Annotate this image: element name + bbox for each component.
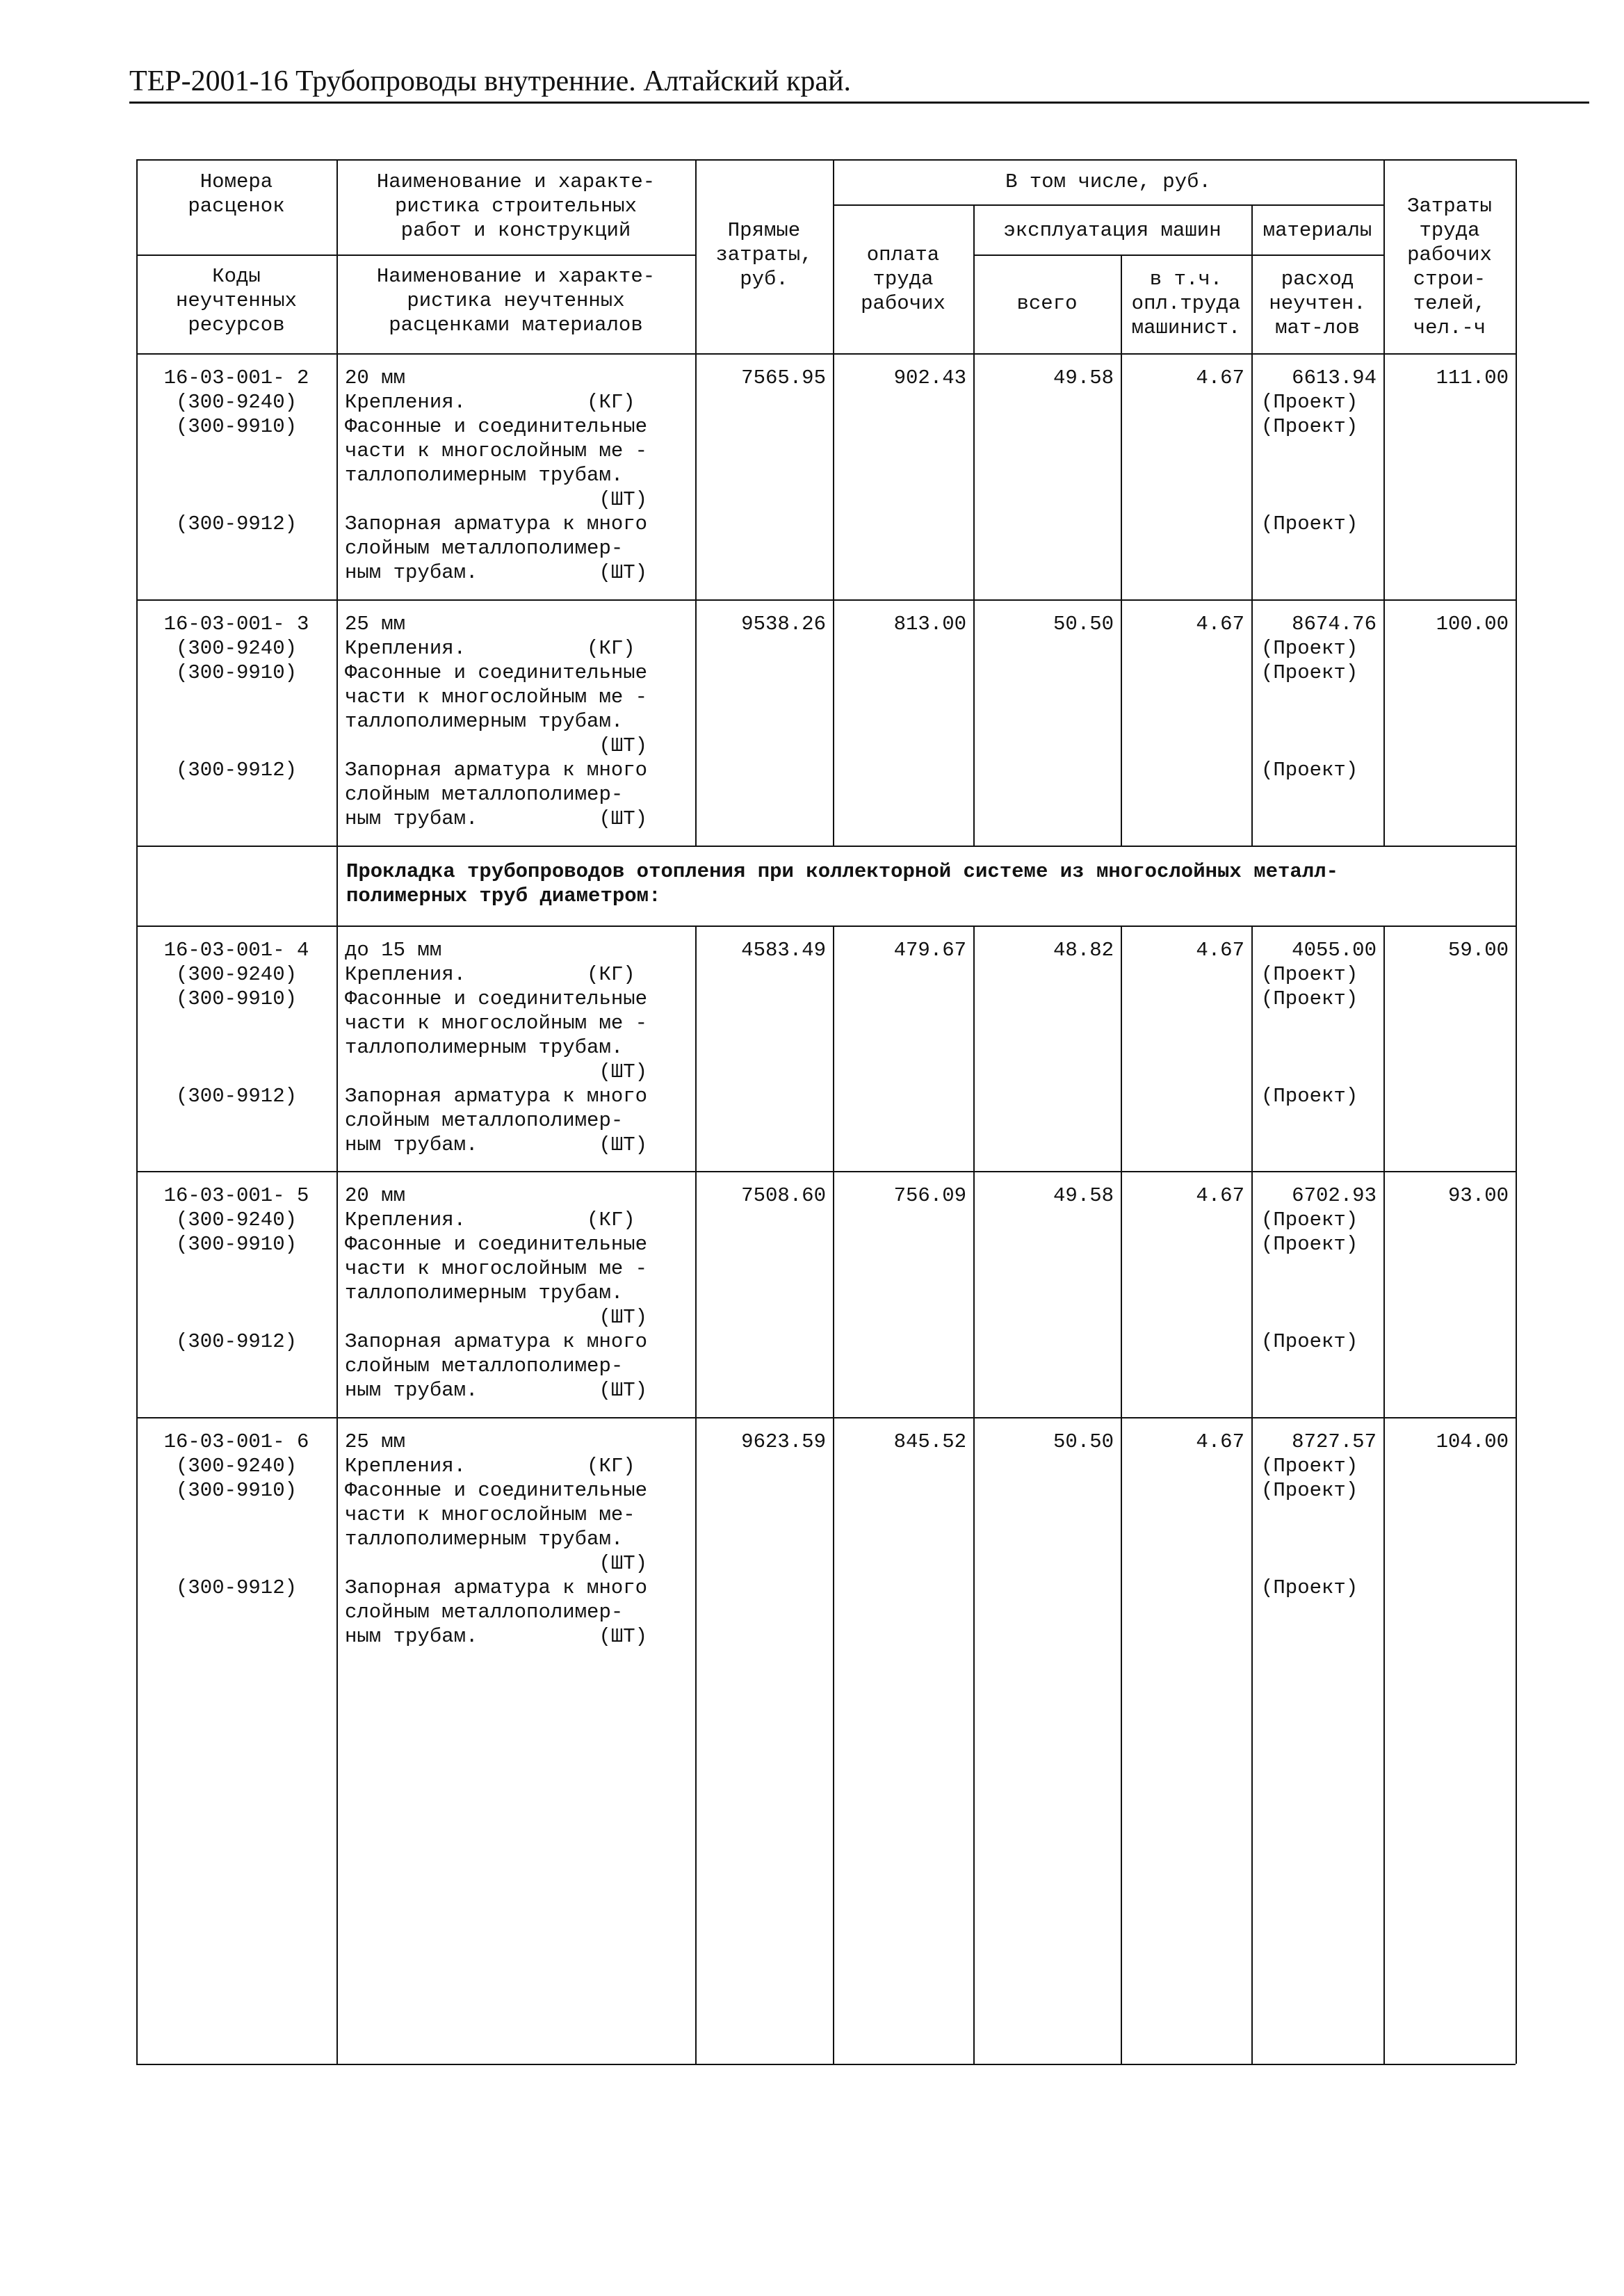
material-description: слойным металлополимер- xyxy=(345,1601,624,1624)
materials-value: 6702.93 xyxy=(1292,1184,1377,1207)
material-description: слойным металлополимер- xyxy=(345,1355,624,1377)
material-description: Фасонные и соединительные xyxy=(345,1233,648,1256)
material-description: таллополимерным трубам. xyxy=(345,1528,624,1551)
material-description: (ШТ) xyxy=(345,1306,648,1329)
grid-line xyxy=(973,353,975,846)
resource-code: (300-9240) xyxy=(175,1455,298,1478)
grid-line xyxy=(833,925,834,2064)
header-work-name: работ и конструкций xyxy=(400,219,631,242)
direct-costs-value: 4583.49 xyxy=(741,939,826,962)
materials-project: (Проект) xyxy=(1261,1233,1358,1256)
materials-project: (Проект) xyxy=(1261,1455,1358,1478)
rate-code: 16-03-001- 6 xyxy=(163,1430,309,1453)
material-description: части к многослойным ме - xyxy=(345,439,648,462)
materials-project: (Проект) xyxy=(1261,759,1358,782)
header-resource-codes: неучтенных xyxy=(175,289,298,312)
labor-hours-value: 104.00 xyxy=(1436,1430,1509,1453)
direct-costs-value: 7565.95 xyxy=(741,366,826,389)
resource-code: (300-9910) xyxy=(175,1479,298,1502)
material-description: слойным металлополимер- xyxy=(345,783,624,806)
materials-project: (Проект) xyxy=(1261,963,1358,986)
materials-value: 6613.94 xyxy=(1292,366,1377,389)
header-resource-codes: Коды xyxy=(212,265,261,288)
header-work-name: Наименование и характе- xyxy=(376,170,656,193)
grid-line xyxy=(1383,353,1385,846)
grid-line xyxy=(136,159,138,2064)
material-description: части к многослойным ме - xyxy=(345,1257,648,1280)
material-description: ным трубам. (ШТ) xyxy=(345,1625,648,1648)
machine-total-value: 49.58 xyxy=(1053,366,1114,389)
materials-project: (Проект) xyxy=(1261,512,1358,535)
header-direct-costs: Прямые xyxy=(727,219,801,242)
resource-code: (300-9912) xyxy=(175,1576,298,1599)
rate-code: 16-03-001- 2 xyxy=(163,366,309,389)
resource-code: (300-9240) xyxy=(175,963,298,986)
material-description: Крепления. (КГ) xyxy=(345,391,635,414)
material-description: Запорная арматура к много xyxy=(345,1576,648,1599)
grid-line xyxy=(973,254,1383,256)
grid-line xyxy=(336,925,338,2064)
grid-line xyxy=(695,353,697,846)
materials-project: (Проект) xyxy=(1261,391,1358,414)
rate-code: 16-03-001- 5 xyxy=(163,1184,309,1207)
work-description: 20 мм xyxy=(345,1184,406,1207)
materials-project: (Проект) xyxy=(1261,1330,1358,1353)
material-description: Фасонные и соединительные xyxy=(345,415,648,438)
resource-code: (300-9240) xyxy=(175,391,298,414)
grid-line xyxy=(136,159,1516,161)
grid-line xyxy=(1251,353,1253,846)
machine-total-value: 50.50 xyxy=(1053,1430,1114,1453)
material-description: (ШТ) xyxy=(345,734,648,757)
header-unaccounted-materials: неучтен. xyxy=(1269,292,1366,315)
material-description: Фасонные и соединительные xyxy=(345,1479,648,1502)
header-labor-costs: телей, xyxy=(1413,292,1486,315)
material-description: Запорная арматура к много xyxy=(345,512,648,535)
materials-project: (Проект) xyxy=(1261,987,1358,1010)
resource-code: (300-9912) xyxy=(175,1085,298,1108)
header-including: В том числе, руб. xyxy=(1005,170,1211,193)
grid-line xyxy=(1251,925,1253,2064)
material-description: части к многослойным ме - xyxy=(345,1012,648,1035)
rate-code: 16-03-001- 3 xyxy=(163,613,309,636)
material-description: Крепления. (КГ) xyxy=(345,637,635,660)
materials-project: (Проект) xyxy=(1261,415,1358,438)
header-direct-costs: затраты, xyxy=(715,243,813,266)
labor-pay-value: 845.52 xyxy=(893,1430,966,1453)
resource-code: (300-9240) xyxy=(175,637,298,660)
header-labor-costs: строи- xyxy=(1413,268,1486,291)
direct-costs-value: 7508.60 xyxy=(741,1184,826,1207)
labor-pay-value: 479.67 xyxy=(893,939,966,962)
grid-line xyxy=(833,204,1383,206)
grid-line xyxy=(1121,925,1122,2064)
header-machine-ops: эксплуатация машин xyxy=(1003,219,1221,242)
materials-project: (Проект) xyxy=(1261,661,1358,684)
materials-project: (Проект) xyxy=(1261,637,1358,660)
materials-project: (Проект) xyxy=(1261,1479,1358,1502)
labor-hours-value: 59.00 xyxy=(1447,939,1509,962)
rate-code: 16-03-001- 4 xyxy=(163,939,309,962)
direct-costs-value: 9538.26 xyxy=(741,613,826,636)
materials-value: 8674.76 xyxy=(1292,613,1377,636)
material-description: (ШТ) xyxy=(345,1552,648,1575)
section-heading: Прокладка трубопроводов отопления при коллекторной системе из многослойных металл- xyxy=(346,860,1339,883)
header-direct-costs: руб. xyxy=(740,268,788,291)
header-machine-operator-pay: в т.ч. xyxy=(1149,268,1223,291)
machine-operator-pay-value: 4.67 xyxy=(1196,1430,1244,1453)
grid-line xyxy=(1121,353,1122,846)
header-rate-numbers: Номера xyxy=(200,170,273,193)
resource-code: (300-9912) xyxy=(175,759,298,782)
grid-line xyxy=(833,353,834,846)
material-description: ным трубам. (ШТ) xyxy=(345,807,648,830)
header-labor-costs: рабочих xyxy=(1407,243,1492,266)
grid-line xyxy=(973,925,975,2064)
machine-operator-pay-value: 4.67 xyxy=(1196,939,1244,962)
labor-pay-value: 902.43 xyxy=(893,366,966,389)
header-work-name: ристика строительных xyxy=(394,195,638,218)
materials-project: (Проект) xyxy=(1261,1576,1358,1599)
header-labor-pay: оплата xyxy=(866,243,940,266)
header-resource-codes: ресурсов xyxy=(188,314,285,337)
work-description: до 15 мм xyxy=(345,939,442,962)
grid-line xyxy=(1516,159,1517,2064)
grid-line xyxy=(136,2064,1516,2065)
header-unaccounted-materials: расход xyxy=(1281,268,1354,291)
header-materials: материалы xyxy=(1262,219,1372,242)
machine-total-value: 50.50 xyxy=(1053,613,1114,636)
material-description: Запорная арматура к много xyxy=(345,759,648,782)
section-heading: полимерных труб диаметром: xyxy=(346,884,661,907)
machine-operator-pay-value: 4.67 xyxy=(1196,613,1244,636)
material-description: Запорная арматура к много xyxy=(345,1330,648,1353)
grid-line xyxy=(136,353,1516,355)
materials-value: 4055.00 xyxy=(1292,939,1377,962)
header-material-name: Наименование и характе- xyxy=(376,265,656,288)
header-labor-pay: труда xyxy=(872,268,934,291)
header-unaccounted-materials: мат-лов xyxy=(1275,316,1360,339)
labor-hours-value: 93.00 xyxy=(1447,1184,1509,1207)
material-description: Крепления. (КГ) xyxy=(345,1455,635,1478)
material-description: таллополимерным трубам. xyxy=(345,1282,624,1304)
direct-costs-value: 9623.59 xyxy=(741,1430,826,1453)
grid-line xyxy=(136,1417,1516,1418)
material-description: Фасонные и соединительные xyxy=(345,987,648,1010)
work-description: 25 мм xyxy=(345,613,406,636)
header-machine-operator-pay: машинист. xyxy=(1131,316,1241,339)
material-description: ным трубам. (ШТ) xyxy=(345,1379,648,1402)
labor-hours-value: 111.00 xyxy=(1436,366,1509,389)
header-labor-costs: чел.-ч xyxy=(1413,316,1486,339)
material-description: Крепления. (КГ) xyxy=(345,963,635,986)
work-description: 25 мм xyxy=(345,1430,406,1453)
page-title: ТЕР-2001-16 Трубопроводы внутренние. Алтайский край. xyxy=(129,65,852,97)
header-rule xyxy=(129,102,1589,104)
grid-line xyxy=(695,925,697,2064)
material-description: (ШТ) xyxy=(345,1060,648,1083)
grid-line xyxy=(136,846,1516,847)
resource-code: (300-9912) xyxy=(175,512,298,535)
header-material-name: расценками материалов xyxy=(389,314,643,337)
material-description: ным трубам. (ШТ) xyxy=(345,561,648,584)
resource-code: (300-9910) xyxy=(175,415,298,438)
header-rate-numbers: расценок xyxy=(188,195,285,218)
material-description: (ШТ) xyxy=(345,488,648,511)
material-description: Крепления. (КГ) xyxy=(345,1208,635,1231)
header-machine-total: всего xyxy=(1016,292,1078,315)
material-description: Запорная арматура к много xyxy=(345,1085,648,1108)
header-material-name: ристика неучтенных xyxy=(407,289,625,312)
grid-line xyxy=(336,846,338,925)
material-description: слойным металлополимер- xyxy=(345,1109,624,1132)
grid-line xyxy=(136,599,1516,601)
machine-total-value: 49.58 xyxy=(1053,1184,1114,1207)
material-description: таллополимерным трубам. xyxy=(345,1036,624,1059)
machine-total-value: 48.82 xyxy=(1053,939,1114,962)
labor-pay-value: 813.00 xyxy=(893,613,966,636)
labor-hours-value: 100.00 xyxy=(1436,613,1509,636)
resource-code: (300-9910) xyxy=(175,1233,298,1256)
material-description: таллополимерным трубам. xyxy=(345,710,624,733)
materials-project: (Проект) xyxy=(1261,1085,1358,1108)
machine-operator-pay-value: 4.67 xyxy=(1196,1184,1244,1207)
material-description: слойным металлополимер- xyxy=(345,537,624,560)
labor-pay-value: 756.09 xyxy=(893,1184,966,1207)
materials-value: 8727.57 xyxy=(1292,1430,1377,1453)
header-labor-pay: рабочих xyxy=(861,292,945,315)
resource-code: (300-9240) xyxy=(175,1208,298,1231)
work-description: 20 мм xyxy=(345,366,406,389)
resource-code: (300-9912) xyxy=(175,1330,298,1353)
grid-line xyxy=(336,353,338,846)
material-description: части к многослойным ме- xyxy=(345,1503,635,1526)
resource-code: (300-9910) xyxy=(175,661,298,684)
resource-code: (300-9910) xyxy=(175,987,298,1010)
header-labor-costs: Затраты xyxy=(1407,195,1492,218)
grid-line xyxy=(136,925,1516,927)
material-description: таллополимерным трубам. xyxy=(345,464,624,487)
machine-operator-pay-value: 4.67 xyxy=(1196,366,1244,389)
materials-project: (Проект) xyxy=(1261,1208,1358,1231)
header-labor-costs: труда xyxy=(1419,219,1480,242)
grid-line xyxy=(1383,925,1385,2064)
material-description: ным трубам. (ШТ) xyxy=(345,1133,648,1156)
material-description: Фасонные и соединительные xyxy=(345,661,648,684)
grid-line xyxy=(136,254,695,256)
grid-line xyxy=(136,1171,1516,1172)
material-description: части к многослойным ме - xyxy=(345,686,648,709)
header-machine-operator-pay: опл.труда xyxy=(1131,292,1241,315)
